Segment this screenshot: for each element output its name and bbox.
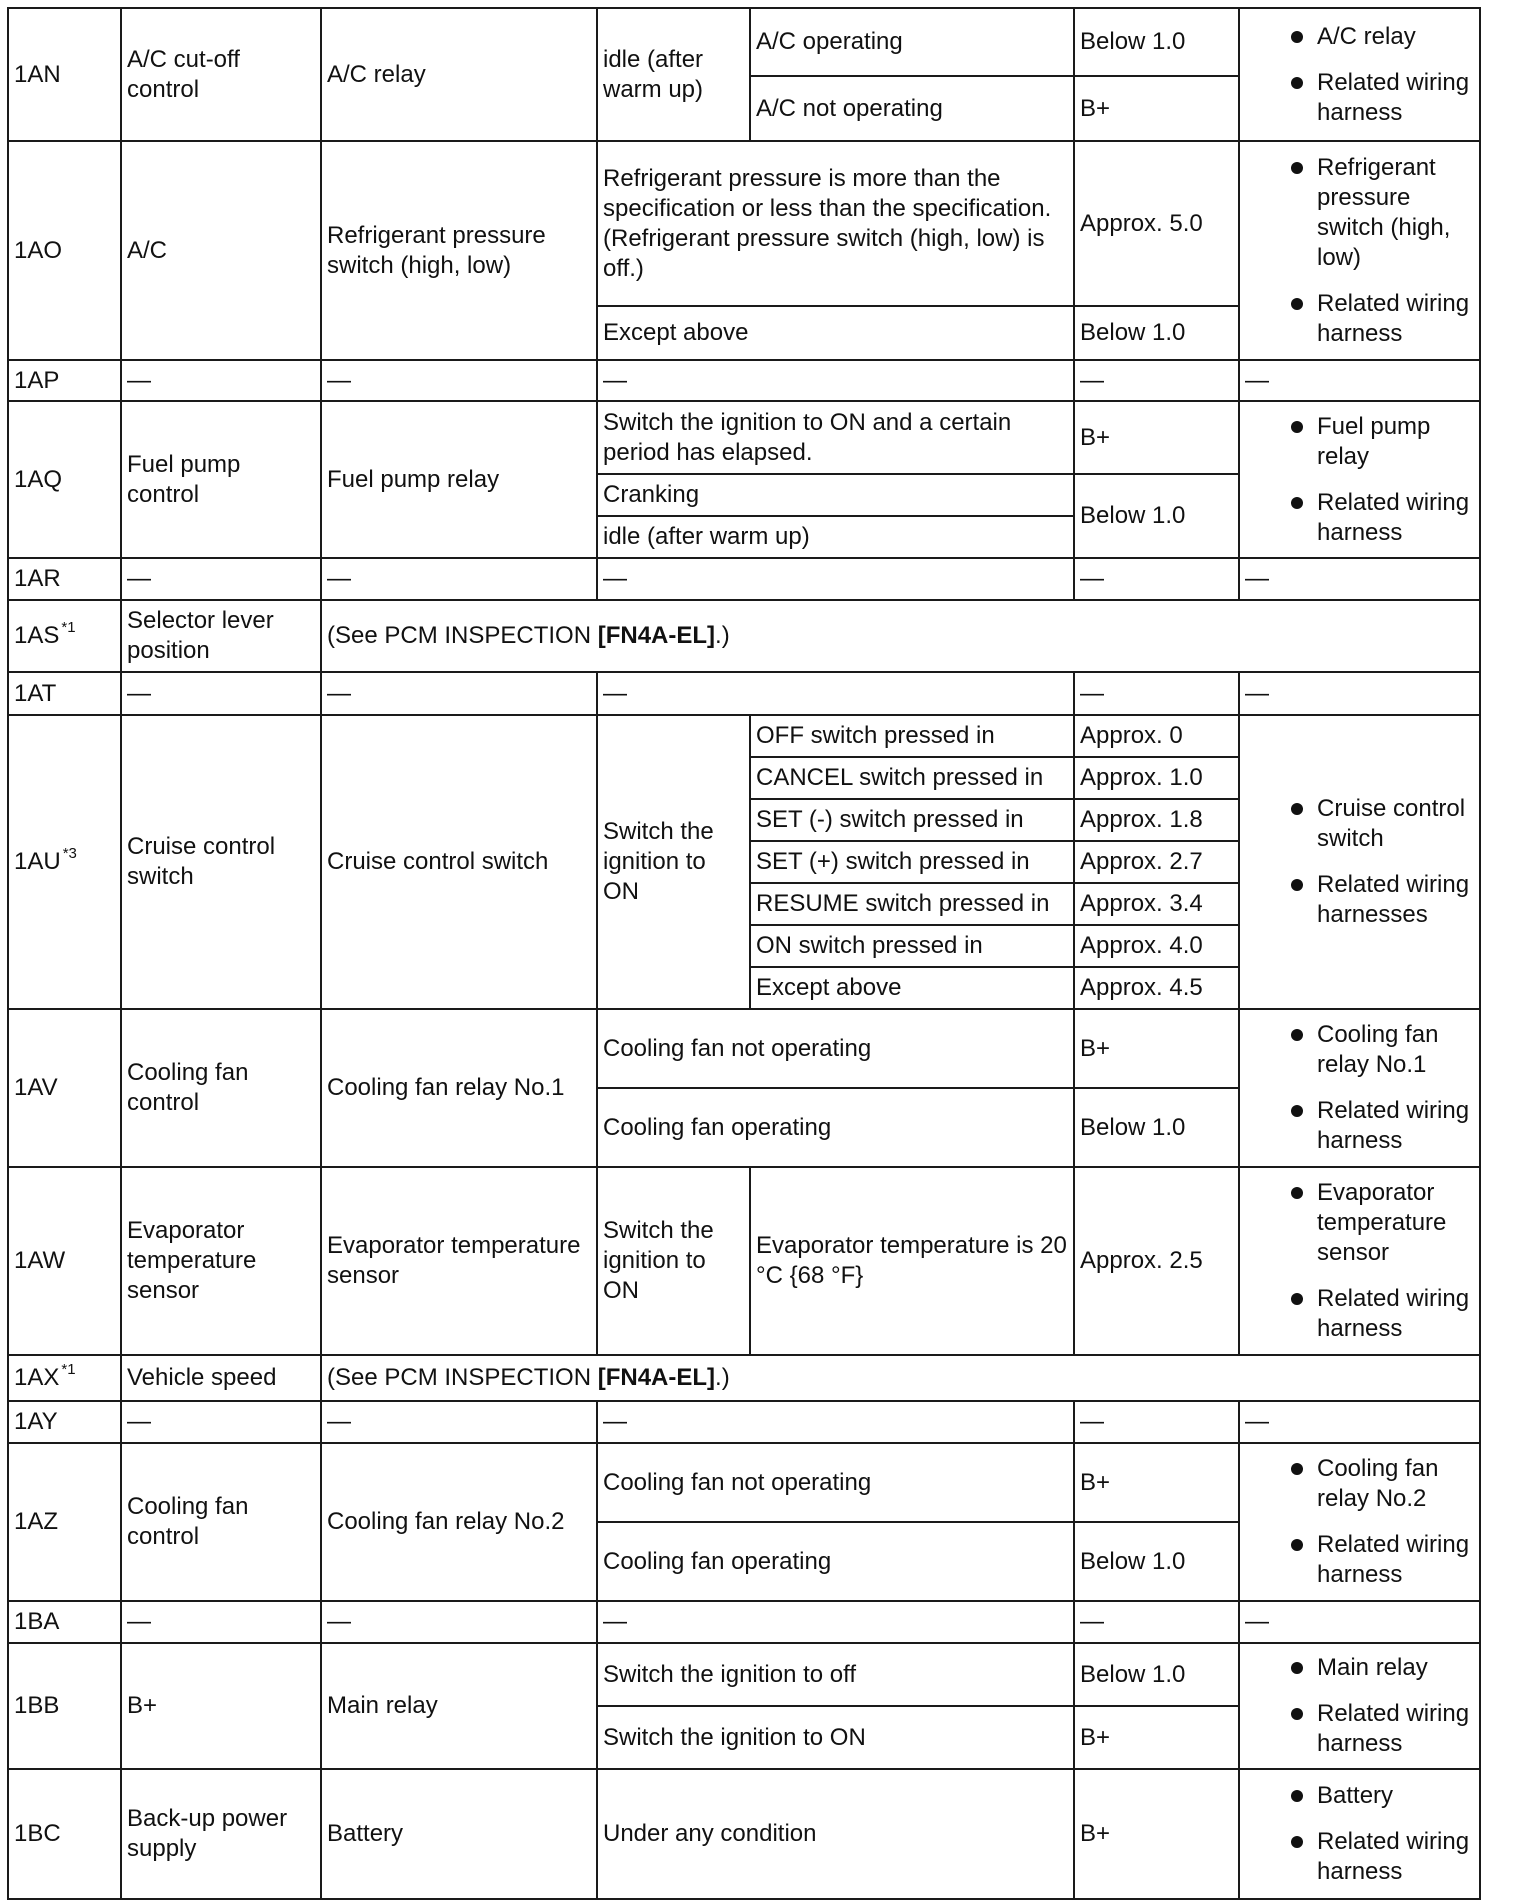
condition-cell: idle (after warm up) [597,516,1074,558]
empty-cell: — [1074,672,1239,715]
list-item: Cooling fan relay No.1 [1245,1020,1474,1080]
empty-cell: — [121,360,321,401]
signal-cell: Cooling fan control [121,1443,321,1601]
empty-cell: — [1074,360,1239,401]
empty-cell: — [1239,558,1480,600]
connected-to-cell: Fuel pump relay [321,401,597,558]
table-row [8,1769,1480,1899]
signal-cell: A/C cut-off control [121,8,321,141]
list-item: Battery [1245,1781,1474,1811]
voltage-cell: Approx. 4.0 [1074,925,1239,967]
reference-suffix: .) [715,622,730,649]
table-row [8,1601,1480,1643]
list-item: Related wiring harness [1245,1284,1474,1344]
voltage-cell: Approx. 4.5 [1074,967,1239,1009]
list-item: Evaporator temperature sensor [1245,1178,1474,1268]
table-row [8,600,1480,672]
signal-cell: Evaporator temperature sensor [121,1167,321,1355]
sub-condition-cell: ON switch pressed in [750,925,1074,967]
list-item: Related wiring harness [1245,1530,1474,1590]
table-row [8,1401,1480,1443]
terminal-cell: 1AY [8,1401,121,1443]
pcm-terminal-voltage-table [7,7,1481,1900]
voltage-cell: Approx. 2.5 [1074,1167,1239,1355]
terminal-cell: 1AP [8,360,121,401]
list-item: Related wiring harness [1245,289,1474,349]
sub-condition-cell: Except above [750,967,1074,1009]
condition-cell: Cooling fan not operating [597,1009,1074,1088]
terminal-label: 1AS [14,622,60,649]
voltage-cell: Approx. 1.0 [1074,757,1239,799]
sub-condition-cell: A/C operating [750,8,1074,76]
inspection-item-cell [1239,1643,1480,1769]
reference-prefix: (See PCM INSPECTION [327,1364,598,1391]
terminal-cell [8,600,121,672]
sub-condition-cell: A/C not operating [750,76,1074,141]
empty-cell: — [121,1401,321,1443]
terminal-cell: 1AN [8,8,121,141]
inspection-item-list [1245,1653,1474,1759]
voltage-cell: B+ [1074,1443,1239,1522]
table-row [8,1009,1480,1088]
connected-to-cell: Evaporator temperature sensor [321,1167,597,1355]
list-item: Related wiring harnesses [1245,870,1474,930]
table-row [8,672,1480,715]
list-item: Refrigerant pressure switch (high, low) [1245,153,1474,273]
footnote-mark: *3 [62,845,77,862]
connected-to-cell: A/C relay [321,8,597,141]
table-row [8,141,1480,306]
inspection-item-list [1245,794,1474,930]
condition-cell: Switch the ignition to ON and a certain period has elapsed. [597,401,1074,474]
sub-condition-cell: SET (+) switch pressed in [750,841,1074,883]
table-row [8,558,1480,600]
condition-cell: Switch the ignition to ON [597,715,750,1009]
terminal-cell [8,715,121,1009]
terminal-label: 1AU [14,848,61,875]
inspection-item-list [1245,22,1474,128]
terminal-cell: 1AO [8,141,121,360]
voltage-cell: B+ [1074,1769,1239,1899]
footnote-mark: *1 [61,619,76,636]
terminal-cell: 1AR [8,558,121,600]
empty-cell: — [1074,1401,1239,1443]
list-item: Main relay [1245,1653,1474,1683]
table-row [8,1167,1480,1355]
connected-to-cell: Cooling fan relay No.2 [321,1443,597,1601]
empty-cell: — [321,1401,597,1443]
list-item: Related wiring harness [1245,1699,1474,1759]
condition-cell: Cooling fan operating [597,1522,1074,1601]
table-row [8,8,1480,76]
terminal-label: 1AX [14,1364,60,1391]
inspection-item-list [1245,1178,1474,1344]
voltage-cell: Below 1.0 [1074,1088,1239,1167]
list-item: Related wiring harness [1245,68,1474,128]
terminal-cell: 1AQ [8,401,121,558]
table-row [8,1643,1480,1706]
condition-cell: Switch the ignition to off [597,1643,1074,1706]
footnote-mark: *1 [61,1361,76,1378]
reference-prefix: (See PCM INSPECTION [327,622,598,649]
terminal-cell: 1BC [8,1769,121,1899]
sub-condition-cell: SET (-) switch pressed in [750,799,1074,841]
voltage-cell: Approx. 1.8 [1074,799,1239,841]
condition-cell: Cooling fan operating [597,1088,1074,1167]
empty-cell: — [597,558,1074,600]
empty-cell: — [121,1601,321,1643]
inspection-item-cell [1239,141,1480,360]
inspection-item-cell [1239,1009,1480,1167]
connected-to-cell: Cruise control switch [321,715,597,1009]
condition-cell: Switch the ignition to ON [597,1167,750,1355]
inspection-item-list [1245,1020,1474,1156]
signal-cell: B+ [121,1643,321,1769]
condition-cell: Under any condition [597,1769,1074,1899]
voltage-cell: B+ [1074,1706,1239,1769]
reference-suffix: .) [715,1364,730,1391]
inspection-item-cell [1239,401,1480,558]
voltage-cell: B+ [1074,76,1239,141]
table-row [8,1355,1480,1401]
empty-cell: — [321,558,597,600]
voltage-cell: B+ [1074,1009,1239,1088]
voltage-cell: Below 1.0 [1074,8,1239,76]
table-row [8,715,1480,757]
list-item: Related wiring harness [1245,488,1474,548]
terminal-cell [8,1355,121,1401]
empty-cell: — [121,558,321,600]
list-item: Fuel pump relay [1245,412,1474,472]
sub-condition-cell: RESUME switch pressed in [750,883,1074,925]
list-item: Cooling fan relay No.2 [1245,1454,1474,1514]
voltage-cell: Below 1.0 [1074,306,1239,360]
connected-to-cell: Cooling fan relay No.1 [321,1009,597,1167]
connected-to-cell: Main relay [321,1643,597,1769]
voltage-cell: Approx. 5.0 [1074,141,1239,306]
list-item: A/C relay [1245,22,1474,52]
empty-cell: — [1074,1601,1239,1643]
terminal-cell: 1AZ [8,1443,121,1601]
signal-cell: Back-up power supply [121,1769,321,1899]
inspection-item-cell [1239,715,1480,1009]
voltage-cell: Approx. 2.7 [1074,841,1239,883]
terminal-cell: 1AW [8,1167,121,1355]
voltage-cell: Approx. 0 [1074,715,1239,757]
empty-cell: — [321,672,597,715]
empty-cell: — [597,1401,1074,1443]
connected-to-cell: Battery [321,1769,597,1899]
condition-cell: Cooling fan not operating [597,1443,1074,1522]
signal-cell: Cooling fan control [121,1009,321,1167]
inspection-item-cell [1239,1167,1480,1355]
table-row [8,1443,1480,1522]
inspection-item-list [1245,1454,1474,1590]
voltage-cell: Below 1.0 [1074,474,1239,558]
voltage-cell: Below 1.0 [1074,1522,1239,1601]
empty-cell: — [1239,360,1480,401]
empty-cell: — [1239,1401,1480,1443]
inspection-item-list [1245,412,1474,548]
condition-cell: Except above [597,306,1074,360]
list-item: Related wiring harness [1245,1096,1474,1156]
voltage-cell: B+ [1074,401,1239,474]
connected-to-cell: Refrigerant pressure switch (high, low) [321,141,597,360]
signal-cell: Fuel pump control [121,401,321,558]
terminal-cell: 1AV [8,1009,121,1167]
empty-cell: — [1239,672,1480,715]
reference-cell [321,1355,1480,1401]
empty-cell: — [321,360,597,401]
signal-cell: Selector lever position [121,600,321,672]
voltage-cell: Approx. 3.4 [1074,883,1239,925]
terminal-cell: 1AT [8,672,121,715]
condition-cell: Refrigerant pressure is more than the specification or less than the specification. (Refrigerant pressure switch (high, low) is off.) [597,141,1074,306]
condition-cell: Cranking [597,474,1074,516]
sub-condition-cell: OFF switch pressed in [750,715,1074,757]
terminal-cell: 1BB [8,1643,121,1769]
table-row [8,401,1480,474]
empty-cell: — [597,672,1074,715]
voltage-cell: Below 1.0 [1074,1643,1239,1706]
list-item: Cruise control switch [1245,794,1474,854]
empty-cell: — [321,1601,597,1643]
reference-cell [321,600,1480,672]
sub-condition-cell: CANCEL switch pressed in [750,757,1074,799]
table-row [8,360,1480,401]
inspection-item-list [1245,1781,1474,1887]
empty-cell: — [121,672,321,715]
signal-cell: A/C [121,141,321,360]
reference-code: [FN4A-EL] [597,1364,716,1391]
reference-code: [FN4A-EL] [597,622,716,649]
condition-cell: idle (after warm up) [597,8,750,141]
inspection-item-list [1245,153,1474,349]
signal-cell: Cruise control switch [121,715,321,1009]
inspection-item-cell [1239,1443,1480,1601]
empty-cell: — [597,1601,1074,1643]
list-item: Related wiring harness [1245,1827,1474,1887]
inspection-item-cell [1239,1769,1480,1899]
empty-cell: — [597,360,1074,401]
terminal-cell: 1BA [8,1601,121,1643]
signal-cell: Vehicle speed [121,1355,321,1401]
empty-cell: — [1239,1601,1480,1643]
inspection-item-cell [1239,8,1480,141]
sub-condition-cell: Evaporator temperature is 20 °C {68 °F} [750,1167,1074,1355]
condition-cell: Switch the ignition to ON [597,1706,1074,1769]
empty-cell: — [1074,558,1239,600]
